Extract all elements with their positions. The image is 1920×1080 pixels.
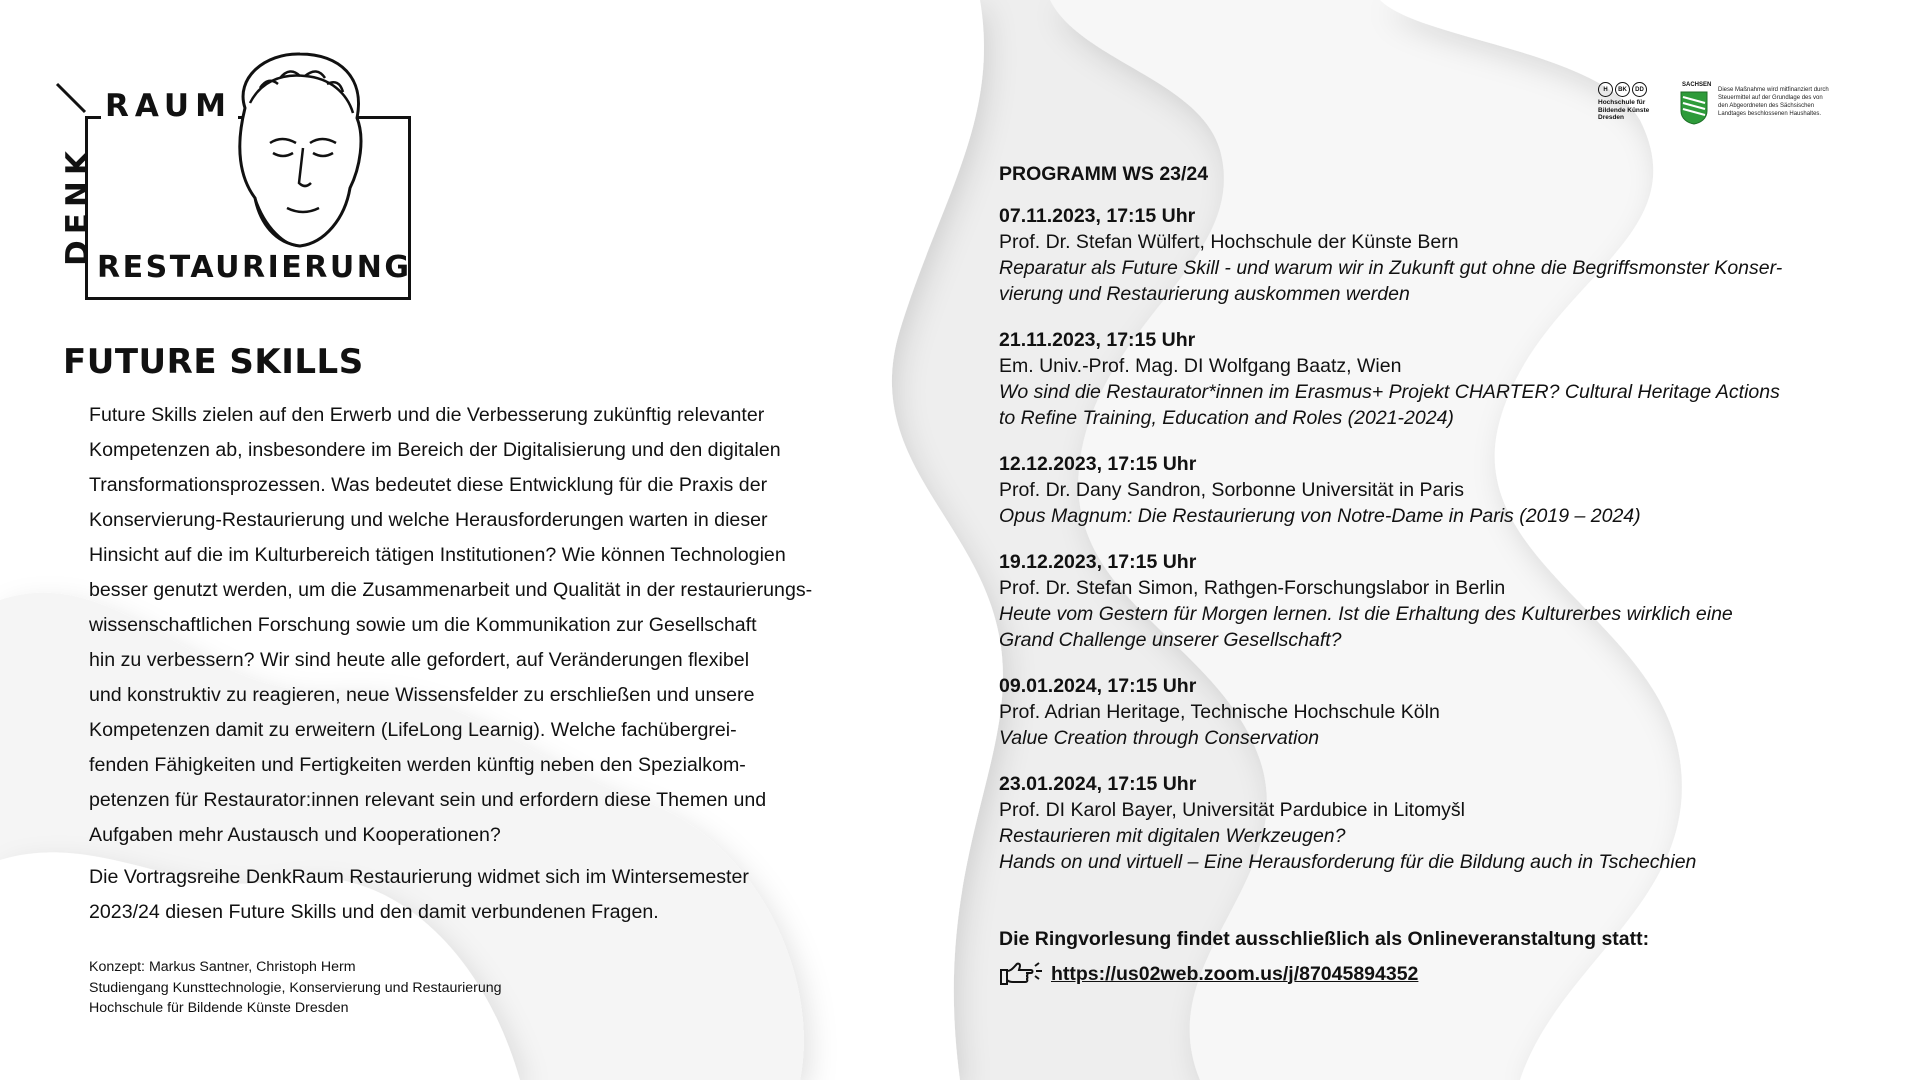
sachsen-logo <box>1680 82 1830 132</box>
event-speaker: Prof. Dr. Stefan Simon, Rathgen-Forschungslabor in Berlin <box>999 577 1506 599</box>
event-talk-line: vierung und Restaurierung auskommen werden <box>999 283 1410 305</box>
logo-slash-mark <box>55 82 87 114</box>
event-talk-title <box>999 725 1829 751</box>
logo-word-denk: DENK <box>60 145 96 266</box>
credit-line: Studiengang Kunsttechnologie, Konservierung und Restaurierung <box>89 979 502 996</box>
sachsen-text-line: Diese Maßnahme wird mitfinanziert durch <box>1718 87 1829 93</box>
intro-line: Transformationsprozessen. Was bedeutet diese Entwicklung für die Praxis der <box>89 474 768 496</box>
series-paragraph <box>89 860 829 930</box>
logo-word-restaurierung: RESTAURIERUNG <box>97 250 412 285</box>
intro-line: hin zu verbessern? Wir sind heute alle gefordert, auf Veränderungen flexibel <box>89 649 750 671</box>
event-talk-title <box>999 379 1829 431</box>
event-talk-title <box>999 255 1829 307</box>
sachsen-shield-icon <box>1680 91 1708 125</box>
sachsen-label: SACHSEN <box>1682 82 1712 88</box>
event-talk-line: to Refine Training, Education and Roles (2021-2024) <box>999 407 1454 429</box>
hfbk-circle: H <box>1598 82 1613 97</box>
event-talk-title <box>999 503 1829 529</box>
event-date: 12.12.2023, 17:15 Uhr <box>999 453 1197 475</box>
event-item <box>999 327 1829 431</box>
series-line: Die Vortragsreihe DenkRaum Restaurierung widmet sich im Wintersemester <box>89 866 749 888</box>
event-date: 21.11.2023, 17:15 Uhr <box>999 329 1196 351</box>
page-title: FUTURE SKILLS <box>63 342 364 382</box>
pointing-hand-icon <box>999 960 1043 988</box>
event-date: 19.12.2023, 17:15 Uhr <box>999 551 1197 573</box>
event-speaker: Prof. Adrian Heritage, Technische Hochschule Köln <box>999 701 1440 723</box>
event-talk-line: Wo sind die Restaurator*innen im Erasmus+ Projekt CHARTER? Cultural Heritage Actions <box>999 381 1780 403</box>
event-speaker: Prof. Dr. Stefan Wülfert, Hochschule der Künste Bern <box>999 231 1459 253</box>
event-speaker: Prof. Dr. Dany Sandron, Sorbonne Universität in Paris <box>999 479 1464 501</box>
event-talk-line: Opus Magnum: Die Restaurierung von Notre-Dame in Paris (2019 – 2024) <box>999 505 1641 527</box>
event-item <box>999 549 1829 653</box>
event-speaker: Prof. DI Karol Bayer, Universität Pardubice in Litomyšl <box>999 799 1466 821</box>
credit-line: Konzept: Markus Santner, Christoph Herm <box>89 959 356 975</box>
intro-paragraph <box>89 398 829 853</box>
intro-line: Future Skills zielen auf den Erwerb und die Verbesserung zukünftig relevanter <box>89 404 765 426</box>
hfbk-circle: DD <box>1632 82 1647 97</box>
sachsen-text-line: Steuermittel auf der Grundlage des von <box>1718 95 1823 101</box>
sachsen-text-line: Landtages beschlossenen Haushaltes. <box>1718 111 1822 117</box>
online-note: Die Ringvorlesung findet ausschließlich als Onlineveranstaltung statt: <box>999 928 1650 950</box>
sachsen-text-line: den Abgeordneten des Sächsischen <box>1718 103 1815 109</box>
series-line: 2023/24 diesen Future Skills und den damit verbundenen Fragen. <box>89 901 659 923</box>
intro-line: Aufgaben mehr Austausch und Kooperationen? <box>89 824 501 846</box>
event-item <box>999 451 1829 529</box>
intro-line: besser genutzt werden, um die Zusammenarbeit und Qualität in der restaurierungs- <box>89 579 813 601</box>
intro-line: Kompetenzen damit zu erweitern (LifeLong Learnig). Welche fachübergrei- <box>89 719 737 741</box>
intro-line: Kompetenzen ab, insbesondere im Bereich der Digitalisierung und den digitalen <box>89 439 781 461</box>
hfbk-text-line: Hochschule für <box>1598 99 1646 106</box>
event-talk-line: Hands on und virtuell – Eine Herausforderung für die Bildung auch in Tschechien <box>999 851 1697 873</box>
credits <box>89 957 502 1019</box>
logo-word-raum: RAUM <box>101 88 238 124</box>
zoom-link-row <box>999 960 1418 988</box>
zoom-link[interactable]: https://us02web.zoom.us/j/87045894352 <box>1051 962 1419 985</box>
event-talk-line: Restaurieren mit digitalen Werkzeugen? <box>999 825 1346 847</box>
hfbk-text-line: Dresden <box>1598 114 1625 121</box>
event-speaker: Em. Univ.-Prof. Mag. DI Wolfgang Baatz, Wien <box>999 355 1402 377</box>
intro-line: und konstruktiv zu reagieren, neue Wissensfelder zu erschließen und unsere <box>89 684 755 706</box>
event-talk-line: Reparatur als Future Skill - und warum wir in Zukunft gut ohne die Begriffsmonster Konser- <box>999 257 1783 279</box>
intro-line: Hinsicht auf die im Kulturbereich tätigen Institutionen? Wie können Technologien <box>89 544 786 566</box>
denkraum-logo <box>55 48 415 308</box>
event-item <box>999 203 1829 307</box>
event-date: 23.01.2024, 17:15 Uhr <box>999 773 1197 795</box>
event-date: 09.01.2024, 17:15 Uhr <box>999 675 1197 697</box>
event-date: 07.11.2023, 17:15 Uhr <box>999 205 1196 227</box>
program-heading: PROGRAMM WS 23/24 <box>999 163 1209 185</box>
credit-line: Hochschule für Bildende Künste Dresden <box>89 1000 349 1016</box>
intro-line: petenzen für Restaurator:innen relevant sein und erfordern diese Themen und <box>89 789 767 811</box>
event-item <box>999 673 1829 751</box>
event-list <box>999 203 1829 895</box>
intro-line: wissenschaftlichen Forschung sowie um die Kommunikation zur Gesellschaft <box>89 614 757 636</box>
hfbk-logo <box>1598 82 1668 130</box>
event-item <box>999 771 1829 875</box>
event-talk-title <box>999 823 1829 875</box>
event-talk-line: Value Creation through Conservation <box>999 727 1320 749</box>
classical-bust-head-icon <box>225 48 375 258</box>
hfbk-text-line: Bildende Künste <box>1598 106 1650 114</box>
event-talk-line: Grand Challenge unserer Gesellschaft? <box>999 629 1342 651</box>
event-talk-title <box>999 601 1829 653</box>
intro-line: fenden Fähigkeiten und Fertigkeiten werden künftig neben den Spezialkom- <box>89 754 746 776</box>
intro-line: Konservierung-Restaurierung und welche Herausforderungen warten in dieser <box>89 509 768 531</box>
hfbk-circle: BK <box>1615 82 1630 97</box>
event-talk-line: Heute vom Gestern für Morgen lernen. Ist die Erhaltung des Kulturerbes wirklich eine <box>999 603 1733 625</box>
